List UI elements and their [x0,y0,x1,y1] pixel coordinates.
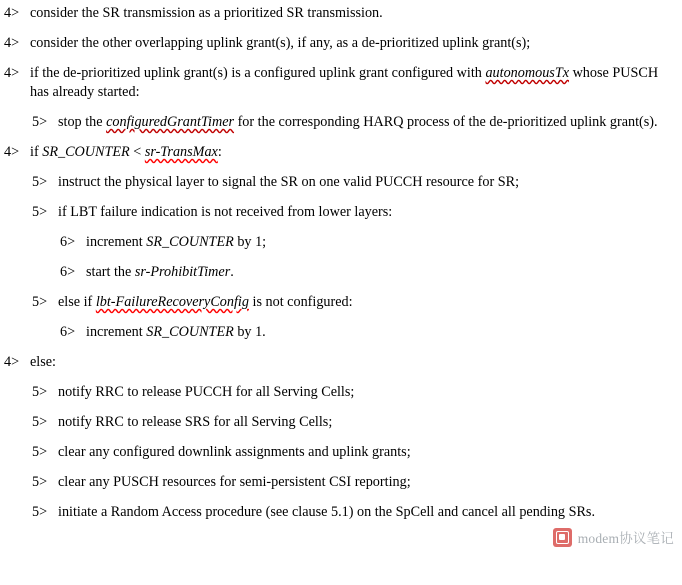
watermark [553,527,674,547]
list-marker: 4> [4,35,20,51]
text-pre: if the de-prioritized uplink grant(s) is a configured uplink grant configured with [30,65,486,81]
text-post: : [217,144,222,160]
term-emphasis: autonomousTx [485,65,570,81]
text-post: is not configured: [248,294,353,310]
list-text: consider the SR transmission as a prioritized SR transmission. [30,5,383,21]
list-marker: 5> [32,444,48,460]
list-marker: 5> [32,504,48,520]
list-marker: 6> [60,234,76,250]
text-post: . [230,264,234,280]
list-item [4,353,676,372]
list-item [4,413,676,432]
text-pre: if [30,144,43,160]
list-text: clear any configured downlink assignments and uplink grants; [58,444,411,460]
list-item [4,383,676,402]
term-variable: SR_COUNTER [146,234,234,250]
list-marker: 5> [32,474,48,490]
list-item [4,473,676,492]
list-marker: 5> [32,384,48,400]
text-pre: stop the [58,114,107,130]
term-variable: SR_COUNTER [42,144,130,160]
list-item [4,263,676,282]
term-variable: sr-ProhibitTimer [134,264,231,280]
term-variable: SR_COUNTER [146,324,234,340]
list-item [4,113,676,132]
list-item [4,143,676,162]
list-text [86,323,676,342]
list-marker: 5> [32,204,48,220]
watermark-logo-icon [553,528,572,547]
list-marker: 5> [32,414,48,430]
list-text [86,233,676,252]
text-pre: increment [86,324,147,340]
list-marker: 6> [60,264,76,280]
list-text [30,64,676,102]
list-item [4,4,676,23]
list-item [4,173,676,192]
list-marker: 5> [32,174,48,190]
text-post: whose PUSCH has already started: [30,65,659,100]
list-marker: 6> [60,324,76,340]
term-emphasis: sr-TransMax [144,144,218,160]
list-text: notify RRC to release PUCCH for all Serving Cells; [58,384,355,400]
list-item [4,203,676,222]
list-text [58,293,676,312]
list-text: clear any PUSCH resources for semi-persistent CSI reporting; [58,474,411,490]
list-text: if LBT failure indication is not received from lower layers: [58,204,393,220]
list-marker: 5> [32,294,48,310]
term-emphasis: configuredGrantTimer [106,114,235,130]
list-marker: 4> [4,354,20,370]
list-item [4,503,676,522]
list-text [30,143,676,162]
list-item [4,34,676,53]
text-post: for the corresponding HARQ process of the de-prioritized uplink grant(s). [234,114,658,130]
list-text: instruct the physical layer to signal the SR on one valid PUCCH resource for SR; [58,174,520,190]
list-item [4,233,676,252]
list-item [4,323,676,342]
text-pre: start the [86,264,135,280]
list-item [4,64,676,102]
text-pre: increment [86,234,147,250]
text-post: by 1; [233,234,267,250]
list-text [86,263,676,282]
list-marker: 4> [4,5,20,21]
list-text: consider the other overlapping uplink grant(s), if any, as a de-prioritized uplink grant(s); [30,35,531,51]
list-text [58,113,676,132]
text-pre: else if [58,294,96,310]
list-item [4,443,676,462]
list-item [4,293,676,312]
text-post: by 1. [233,324,266,340]
list-marker: 4> [4,65,20,81]
list-marker: 5> [32,114,48,130]
term-emphasis: lbt-FailureRecoveryConfig [95,294,249,310]
list-text: else: [30,354,56,370]
list-marker: 4> [4,144,20,160]
watermark-label: modem协议笔记 [577,531,674,546]
text-mid: < [129,144,145,160]
list-text: initiate a Random Access procedure (see clause 5.1) on the SpCell and cancel all pending SRs. [58,504,595,520]
list-text: notify RRC to release SRS for all Serving Cells; [58,414,333,430]
